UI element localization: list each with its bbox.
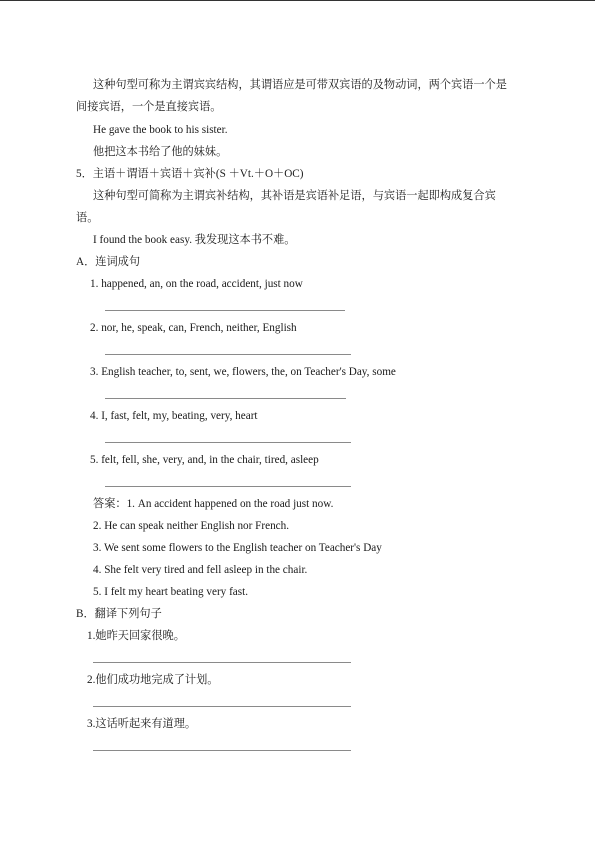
exercise-a-item-1: 1. happened, an, on the road, accident, just now	[90, 278, 303, 290]
exercise-a-item-2: 2. nor, he, speak, can, French, neither, English	[90, 322, 297, 334]
exercise-b-item-3: 3.这话听起来有道理。	[87, 718, 197, 730]
page-top-rule	[0, 0, 595, 1]
answer-blank-a5[interactable]	[105, 486, 351, 487]
answer-blank-b2[interactable]	[93, 706, 351, 707]
answer-5: 5. I felt my heart beating very fast.	[93, 586, 249, 598]
intro-paragraph-line-1: 这种句型可称为主谓宾宾结构，其谓语应是可带双宾语的及物动词，两个宾语一个是	[93, 79, 507, 91]
answer-blank-a2[interactable]	[105, 354, 351, 355]
intro-paragraph-line-2: 间接宾语，一个是直接宾语。	[76, 101, 222, 113]
exercise-a-item-4: 4. I, fast, felt, my, beating, very, heart	[90, 410, 258, 422]
answer-blank-a4[interactable]	[105, 442, 351, 443]
section-a-title: A．连词成句	[76, 256, 141, 268]
example-chinese: 他把这本书给了他的妹妹。	[93, 146, 228, 158]
answer-3: 3. We sent some flowers to the English teacher on Teacher's Day	[93, 542, 382, 554]
pattern-5-desc-line-2: 语。	[76, 212, 99, 224]
answer-blank-a3[interactable]	[105, 398, 346, 399]
answer-blank-a1[interactable]	[105, 310, 345, 311]
answer-2: 2. He can speak neither English nor French.	[93, 520, 290, 532]
answer-1: 答案：1. An accident happened on the road just now.	[93, 498, 334, 510]
answer-blank-b3[interactable]	[93, 750, 351, 751]
exercise-a-item-3: 3. English teacher, to, sent, we, flowers, the, on Teacher's Day, some	[90, 366, 396, 378]
pattern-5-heading: 5．主语＋谓语＋宾语＋宾补(S ＋Vt.＋O＋OC)	[76, 168, 304, 180]
pattern-5-example: I found the book easy. 我发现这本书不难。	[93, 234, 296, 246]
pattern-5-desc-line-1: 这种句型可简称为主谓宾补结构，其补语是宾语补足语，与宾语一起即构成复合宾	[93, 190, 496, 202]
exercise-a-item-5: 5. felt, fell, she, very, and, in the chair, tired, asleep	[90, 454, 319, 466]
answer-blank-b1[interactable]	[93, 662, 351, 663]
exercise-b-item-1: 1.她昨天回家很晚。	[87, 630, 185, 642]
example-english: He gave the book to his sister.	[93, 124, 228, 136]
section-b-title: B．翻译下列句子	[76, 608, 162, 620]
answer-4: 4. She felt very tired and fell asleep in the chair.	[93, 564, 308, 576]
exercise-b-item-2: 2.他们成功地完成了计划。	[87, 674, 219, 686]
